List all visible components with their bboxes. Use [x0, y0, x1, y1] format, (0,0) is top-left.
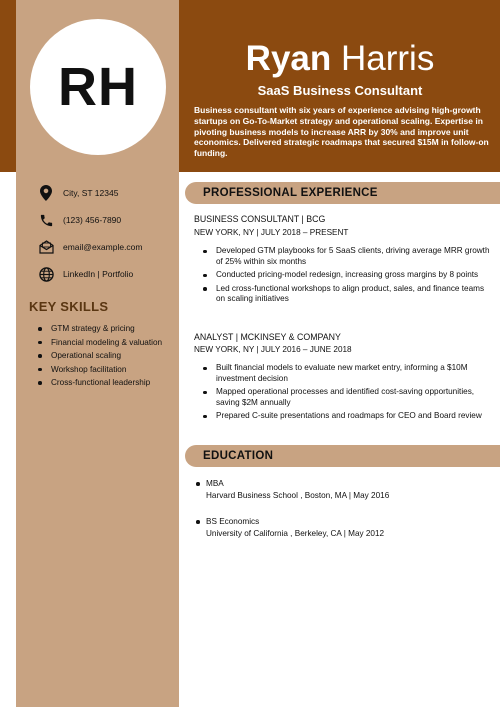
location-text: City, ST 12345 [63, 188, 119, 198]
location-pin-icon [37, 184, 55, 202]
experience-section-bar [185, 182, 500, 204]
contact-links [37, 265, 167, 283]
skill-item: Workshop facilitation [37, 363, 162, 377]
skill-item: Operational scaling [37, 349, 162, 363]
last-name: Harris [341, 39, 435, 78]
degree: MBA [206, 479, 224, 488]
experience-heading: PROFESSIONAL EXPERIENCE [203, 187, 378, 199]
phone-text[interactable]: (123) 456-7890 [63, 215, 122, 225]
skill-item: GTM strategy & pricing [37, 322, 162, 336]
bullet-item: Conducted pricing-model redesign, increasing gross margins by 8 points [201, 270, 491, 281]
job-meta: NEW YORK, NY | JULY 2016 – JUNE 2018 [194, 345, 352, 354]
bullet-item: Mapped operational processes and identified cost-saving opportunities, saving $2M annually [201, 387, 491, 408]
job-title: BUSINESS CONSULTANT | BCG [194, 214, 326, 224]
email-text[interactable]: email@example.com [63, 242, 143, 252]
contact-email [37, 238, 167, 256]
job-bullets [201, 246, 491, 308]
degree-detail: Harvard Business School , Boston, MA | May 2016 [206, 490, 390, 500]
contact-location [37, 184, 167, 202]
globe-icon [37, 265, 55, 283]
job-role: SaaS Business Consultant [257, 83, 423, 98]
bullet-item: Led cross-functional workshops to align product, sales, and finance teams on scaling initiatives [201, 284, 491, 305]
envelope-icon [37, 238, 55, 256]
links-text[interactable]: LinkedIn | Portfolio [63, 269, 134, 279]
phone-icon [37, 211, 55, 229]
job-meta: NEW YORK, NY | JULY 2018 – PRESENT [194, 228, 349, 237]
degree: BS Economics [206, 517, 260, 526]
bullet-item: Built financial models to evaluate new market entry, informing a $10M investment decision [201, 363, 491, 384]
skills-heading: KEY SKILLS [29, 299, 109, 314]
job-title: ANALYST | MCKINSEY & COMPANY [194, 332, 341, 342]
contact-phone [37, 211, 167, 229]
education-entry [194, 478, 389, 501]
monogram: RH [58, 57, 138, 117]
candidate-name [190, 38, 490, 80]
education-entry [194, 516, 384, 539]
education-section-bar [185, 445, 500, 467]
first-name: Ryan [245, 39, 332, 78]
job-bullets [201, 363, 491, 425]
skills-list [37, 322, 162, 390]
bullet-item: Prepared C-suite presentations and roadmaps for CEO and Board review [201, 411, 491, 422]
bullet-item: Developed GTM playbooks for 5 SaaS clients, driving average MRR growth of 25% within six months [201, 246, 491, 267]
skill-item: Financial modeling & valuation [37, 336, 162, 350]
skill-item: Cross-functional leadership [37, 376, 162, 390]
degree-detail: University of California , Berkeley, CA | May 2012 [206, 528, 385, 538]
summary: Business consultant with six years of experience advising high-growth startups on Go-To-Market strategy and operational scaling. Expertise in pivoting business models to increase ARR by 30% and improve unit economics. Delivered strategic roadmaps that secured $15M in follow-on funding. [194, 105, 489, 159]
education-heading: EDUCATION [203, 450, 274, 462]
monogram-badge [30, 19, 166, 155]
